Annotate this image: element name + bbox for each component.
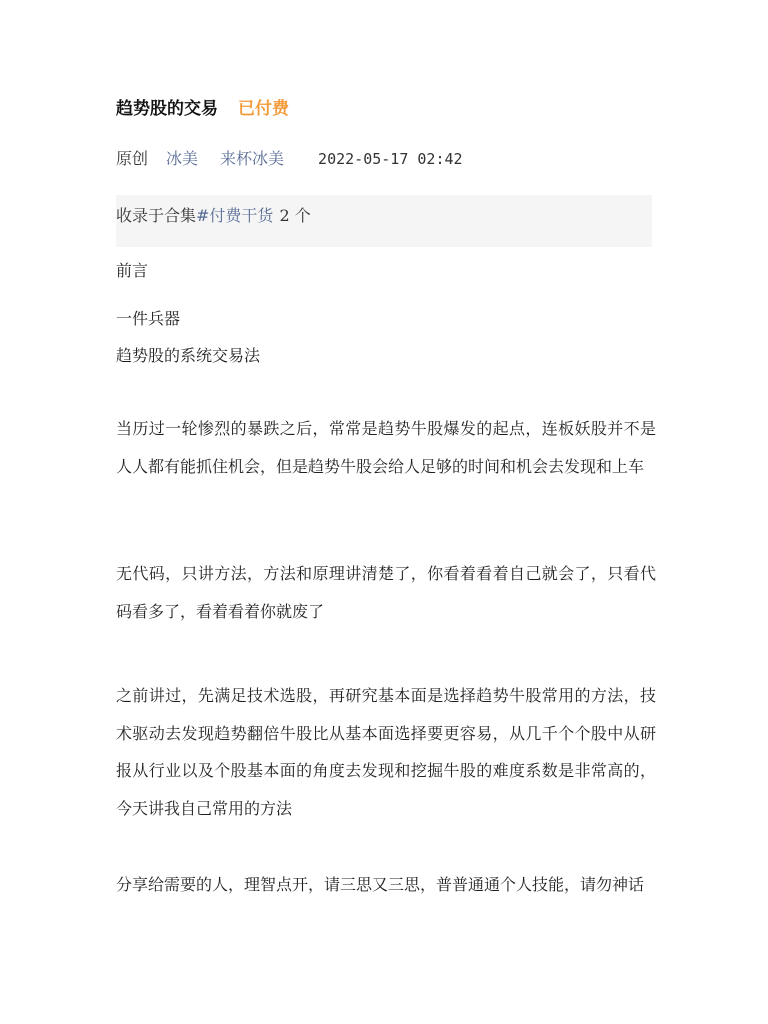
section-subtitle: 一件兵器 [116,309,181,328]
section-subtitle: 趋势股的系统交易法 [116,346,261,365]
preface-heading: 前言 [116,261,149,280]
body-paragraph: 之前讲过，先满足技术选股，再研究基本面是选择趋势牛股常用的方法，技术驱动去发现趋势翻倍牛股比从基本面选择要更容易，从几千个个股中从研报从行业以及个股基本面的角度去发现和挖掘牛股的难度系数是非常高的，今天讲我自己常用的方法 [116,686,656,818]
publish-datetime: 2022-05-17 02:42 [318,150,463,168]
article-title: 趋势股的交易 [116,99,218,119]
collection-prefix: 收录于合集 [116,206,197,225]
body-paragraph: 当历过一轮惨烈的暴跌之后，常常是趋势牛股爆发的起点，连板妖股并不是人人都有能抓住机会，但是趋势牛股会给人足够的时间和机会去发现和上车 [116,419,656,476]
body-paragraph: 分享给需要的人，理智点开，请三思又三思，普普通通个人技能，请勿神话 [116,875,645,894]
collection-count: 2 个 [279,206,311,225]
paid-badge: 已付费 [238,99,289,119]
account-link[interactable]: 来杯冰美 [220,149,285,168]
body-paragraph: 无代码，只讲方法，方法和原理讲清楚了，你看着看着自己就会了，只看代码看多了，看着看着你就废了 [116,564,656,621]
collection-tag-link[interactable]: #付费干货 [196,206,274,225]
article-meta [116,146,463,169]
original-label: 原创 [116,149,149,168]
author-link[interactable]: 冰美 [166,149,199,168]
title-row [116,94,289,119]
collection-box [116,195,652,247]
